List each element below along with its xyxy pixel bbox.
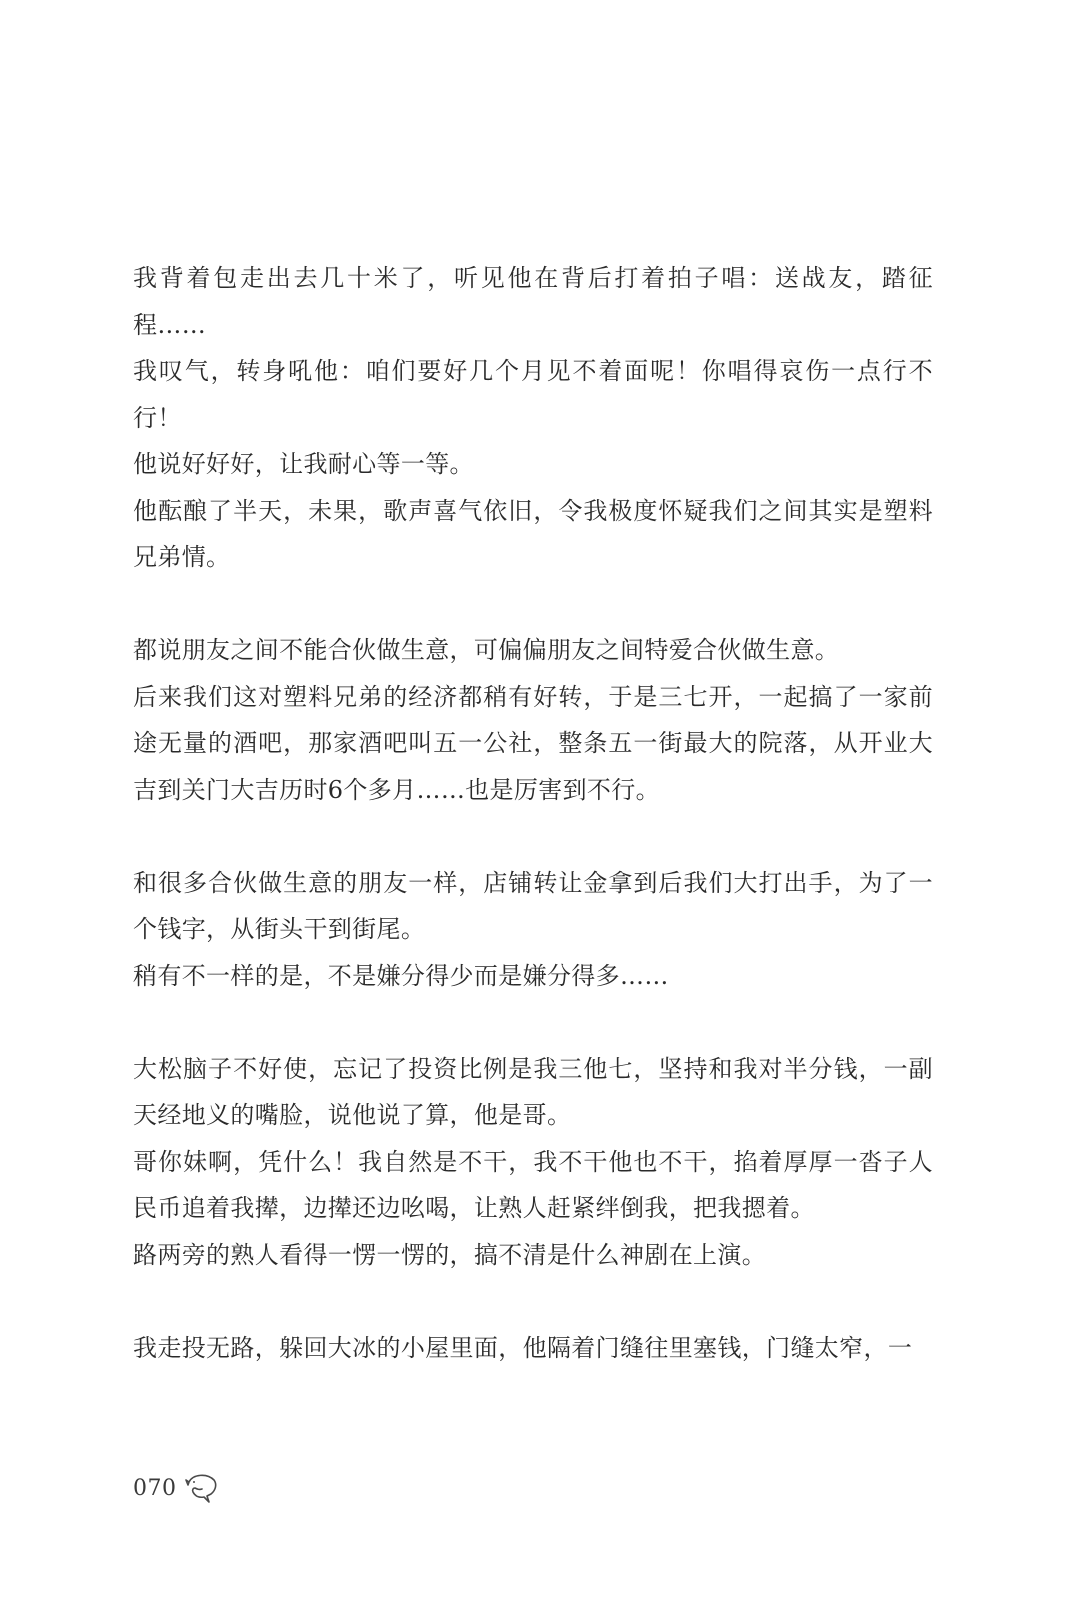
section-gap [133,581,933,628]
paragraph-8: 稍有不一样的是，不是嫌分得少而是嫌分得多…… [133,961,669,990]
page-number: 070 [133,1475,177,1501]
paragraph-10: 哥你妹啊，凭什么！我自然是不干，我不干他也不干，掐着厚厚一沓子人民币追着我撵，边撵还边吆喝，让熟人赶紧绊倒我，把我摁着。 [133,1147,933,1222]
paragraph-7: 和很多合伙做生意的朋友一样，店铺转让金拿到后我们大打出手，为了一个钱字，从街头干到街尾。 [133,868,933,943]
section-gap [133,813,933,860]
paragraph-2: 我叹气，转身吼他：咱们要好几个月见不着面呢！你唱得哀伤一点行不行！ [133,357,933,432]
page-footer [133,1468,223,1508]
paragraph-9: 大松脑子不好使，忘记了投资比例是我三他七，坚持和我对半分钱，一副天经地义的嘴脸，说他说了算，他是哥。 [133,1054,933,1129]
dolphin-icon [183,1468,223,1508]
body-text [133,255,933,1371]
paragraph-3: 他说好好好，让我耐心等一等。 [133,450,474,478]
paragraph-5: 都说朋友之间不能合伙做生意，可偏偏朋友之间特爱合伙做生意。 [133,636,840,664]
paragraph-6: 后来我们这对塑料兄弟的经济都稍有好转，于是三七开，一起搞了一家前途无量的酒吧，那家酒吧叫五一公社，整条五一街最大的院落，从开业大吉到关门大吉历时6个多月……也是厉害到不行。 [133,682,933,804]
paragraph-1: 我背着包走出去几十米了，听见他在背后打着拍子唱：送战友，踏征程…… [133,264,933,339]
paragraph-12: 我走投无路，躲回大冰的小屋里面，他隔着门缝往里塞钱，门缝太窄，一 [133,1333,913,1362]
paragraph-4: 他酝酿了半天，未果，歌声喜气依旧，令我极度怀疑我们之间其实是塑料兄弟情。 [133,496,933,571]
section-gap [133,999,933,1046]
paragraph-11: 路两旁的熟人看得一愣一愣的，搞不清是什么神剧在上演。 [133,1240,767,1269]
section-gap [133,1278,933,1325]
